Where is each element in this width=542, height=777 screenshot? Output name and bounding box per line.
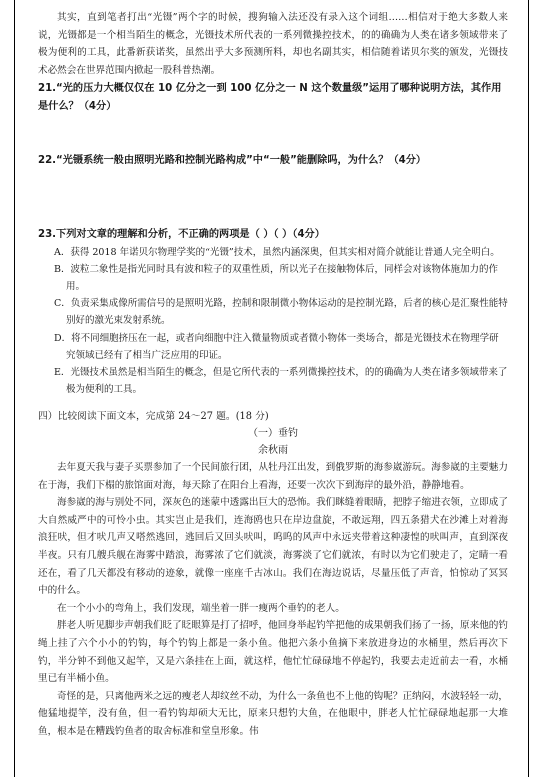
question-21 [38, 80, 508, 115]
intro-paragraph: 其实，直到笔者打出“光镊”两个字的时候，搜狗输入法还没有录入这个词组……相信对于绝大多数人来说，光镊都是一个相当陌生的概念，光镊技术所代表的一系列微操控技术，的的确确为人类在诸多领域带来了极为便利的工具，此番新获诺奖，虽然出乎大多预测所料，却也名副其实，相信随着诺贝尔奖的颁发，光镊技术必然会在世界范围内掀起一股科普热潮。 [38, 12, 508, 76]
question-23-text: 23.下列对文章的理解和分析，不正确的两项是（ ）（ ）（4分） [38, 229, 325, 240]
story-paragraph: 胖老人听见脚步声朝我们眨了眨眼算是打了招呼，他回身举起钓竿把他的成果朝我们扬了一扬，原来他的钓绳上挂了六个小小的钓钩，每个钓钩上都是一条小鱼。他把六条小鱼摘下来放进身边的水桶里，然后再次下钓，半分钟不到他又起竿，又是六条挂在上面，就这样，他忙忙碌碌地不停起钓，我要去走近前去一看，水桶里已有半桶小鱼。 [38, 620, 508, 685]
option-e: E．光镊技术虽然是相当陌生的概念，但是它所代表的一系列微操控技术，的的确确为人类在诸多领域带来了极为便利的工具。 [54, 366, 508, 396]
story-paragraph: 海参崴的海与别处不同，深灰色的迷蒙中透露出巨大的恐怖。我们眯缝着眼睛，把脖子缩进衣领，立即成了大自然威严中的可怜小虫。其实岂止是我们，连海鸥也只在岸边盘旋，不敢远翔，四五条猎犬在沙滩上对着海浪狂吠，但才吠几声又嗒然逃回，逃回后又回头吠叫，呜呜的风声中永远夹带着这种凄惶的吠叫声，直到深夜半夜。只有几艘兵舰在海雾中踏浪，海雾浓了它们就淡，海雾淡了它们就浓，有时以为它们驶走了，定睛一看还在，看了几天都没有移动的迹象，就像一座座千古冰山。我们在海边说话，尽量压低了声音，怕惊动了冥冥中的什么。 [38, 497, 508, 597]
option-b: B．波粒二象性是指光同时具有波和粒子的双重性质，所以光子在接触物体后，同样会对该物体施加力的作用。 [54, 263, 498, 292]
option-c: C．负责采集成像所需信号的是照明光路，控制和限制微小物体运动的是控制光路，后者的核心是汇聚性能特别好的激光束发射系统。 [54, 298, 508, 327]
section-4 [38, 408, 508, 741]
section-4-subtitle: （一）垂钓 [248, 428, 298, 439]
right-margin-line [528, 0, 529, 777]
story-paragraph: 去年夏天我与妻子买票参加了一个民间旅行团，从牡丹江出发，到俄罗斯的海参崴游玩。海参崴的主要魅力在于海，我们下榻的旅馆面对海，每天除了在阳台上看海，还要一次次下到海岸的最外沿，静静地看。 [38, 462, 508, 491]
question-23 [38, 226, 508, 398]
question-21-text: 21.“光的压力大概仅仅在 10 亿分之一到 100 亿分之一 N 这个数量级”运用了哪种说明方法，其作用是什么？（4分） [38, 83, 502, 112]
section-4-heading: 四）比较阅读下面文本，完成第 24～27 题。(18 分) [38, 411, 269, 422]
question-22-text: 22.“光镊系统一般由照明光路和控制光路构成”中“一般”能删除吗，为什么？（4分） [38, 155, 427, 166]
option-d: D．将不同细胞挤压在一起，或者向细胞中注入微量物质或者微小物体一类场合，都是光镊技术在物理学研究领域已经有了相当广泛应用的印证。 [54, 332, 499, 361]
section-4-author: 余秋雨 [258, 445, 288, 456]
intro-block [38, 9, 508, 79]
option-a: A．获得 2018 年诺贝尔物理学奖的“光镊”技术，虽然内涵深奥，但其实相对简介就能让普通人完全明白。 [54, 246, 500, 258]
left-margin-line [14, 0, 15, 777]
story-paragraph: 在一个小小的弯角上，我们发现，端坐着一胖一瘦两个垂钓的老人。 [57, 602, 345, 614]
story-paragraph: 奇怪的是，只离他两米之远的瘦老人却纹丝不动，为什么一条鱼也不上他的钩呢？正纳闷，水波轻轻一动，他猛地提竿，没有鱼，但一看钓钩却硕大无比，原来只想钓大鱼，在他眼中，胖老人忙忙碌碌地起那一大堆鱼，根本是在糟践钓鱼者的取舍标准和堂皇形象。伟 [38, 690, 508, 737]
question-22 [38, 152, 508, 170]
